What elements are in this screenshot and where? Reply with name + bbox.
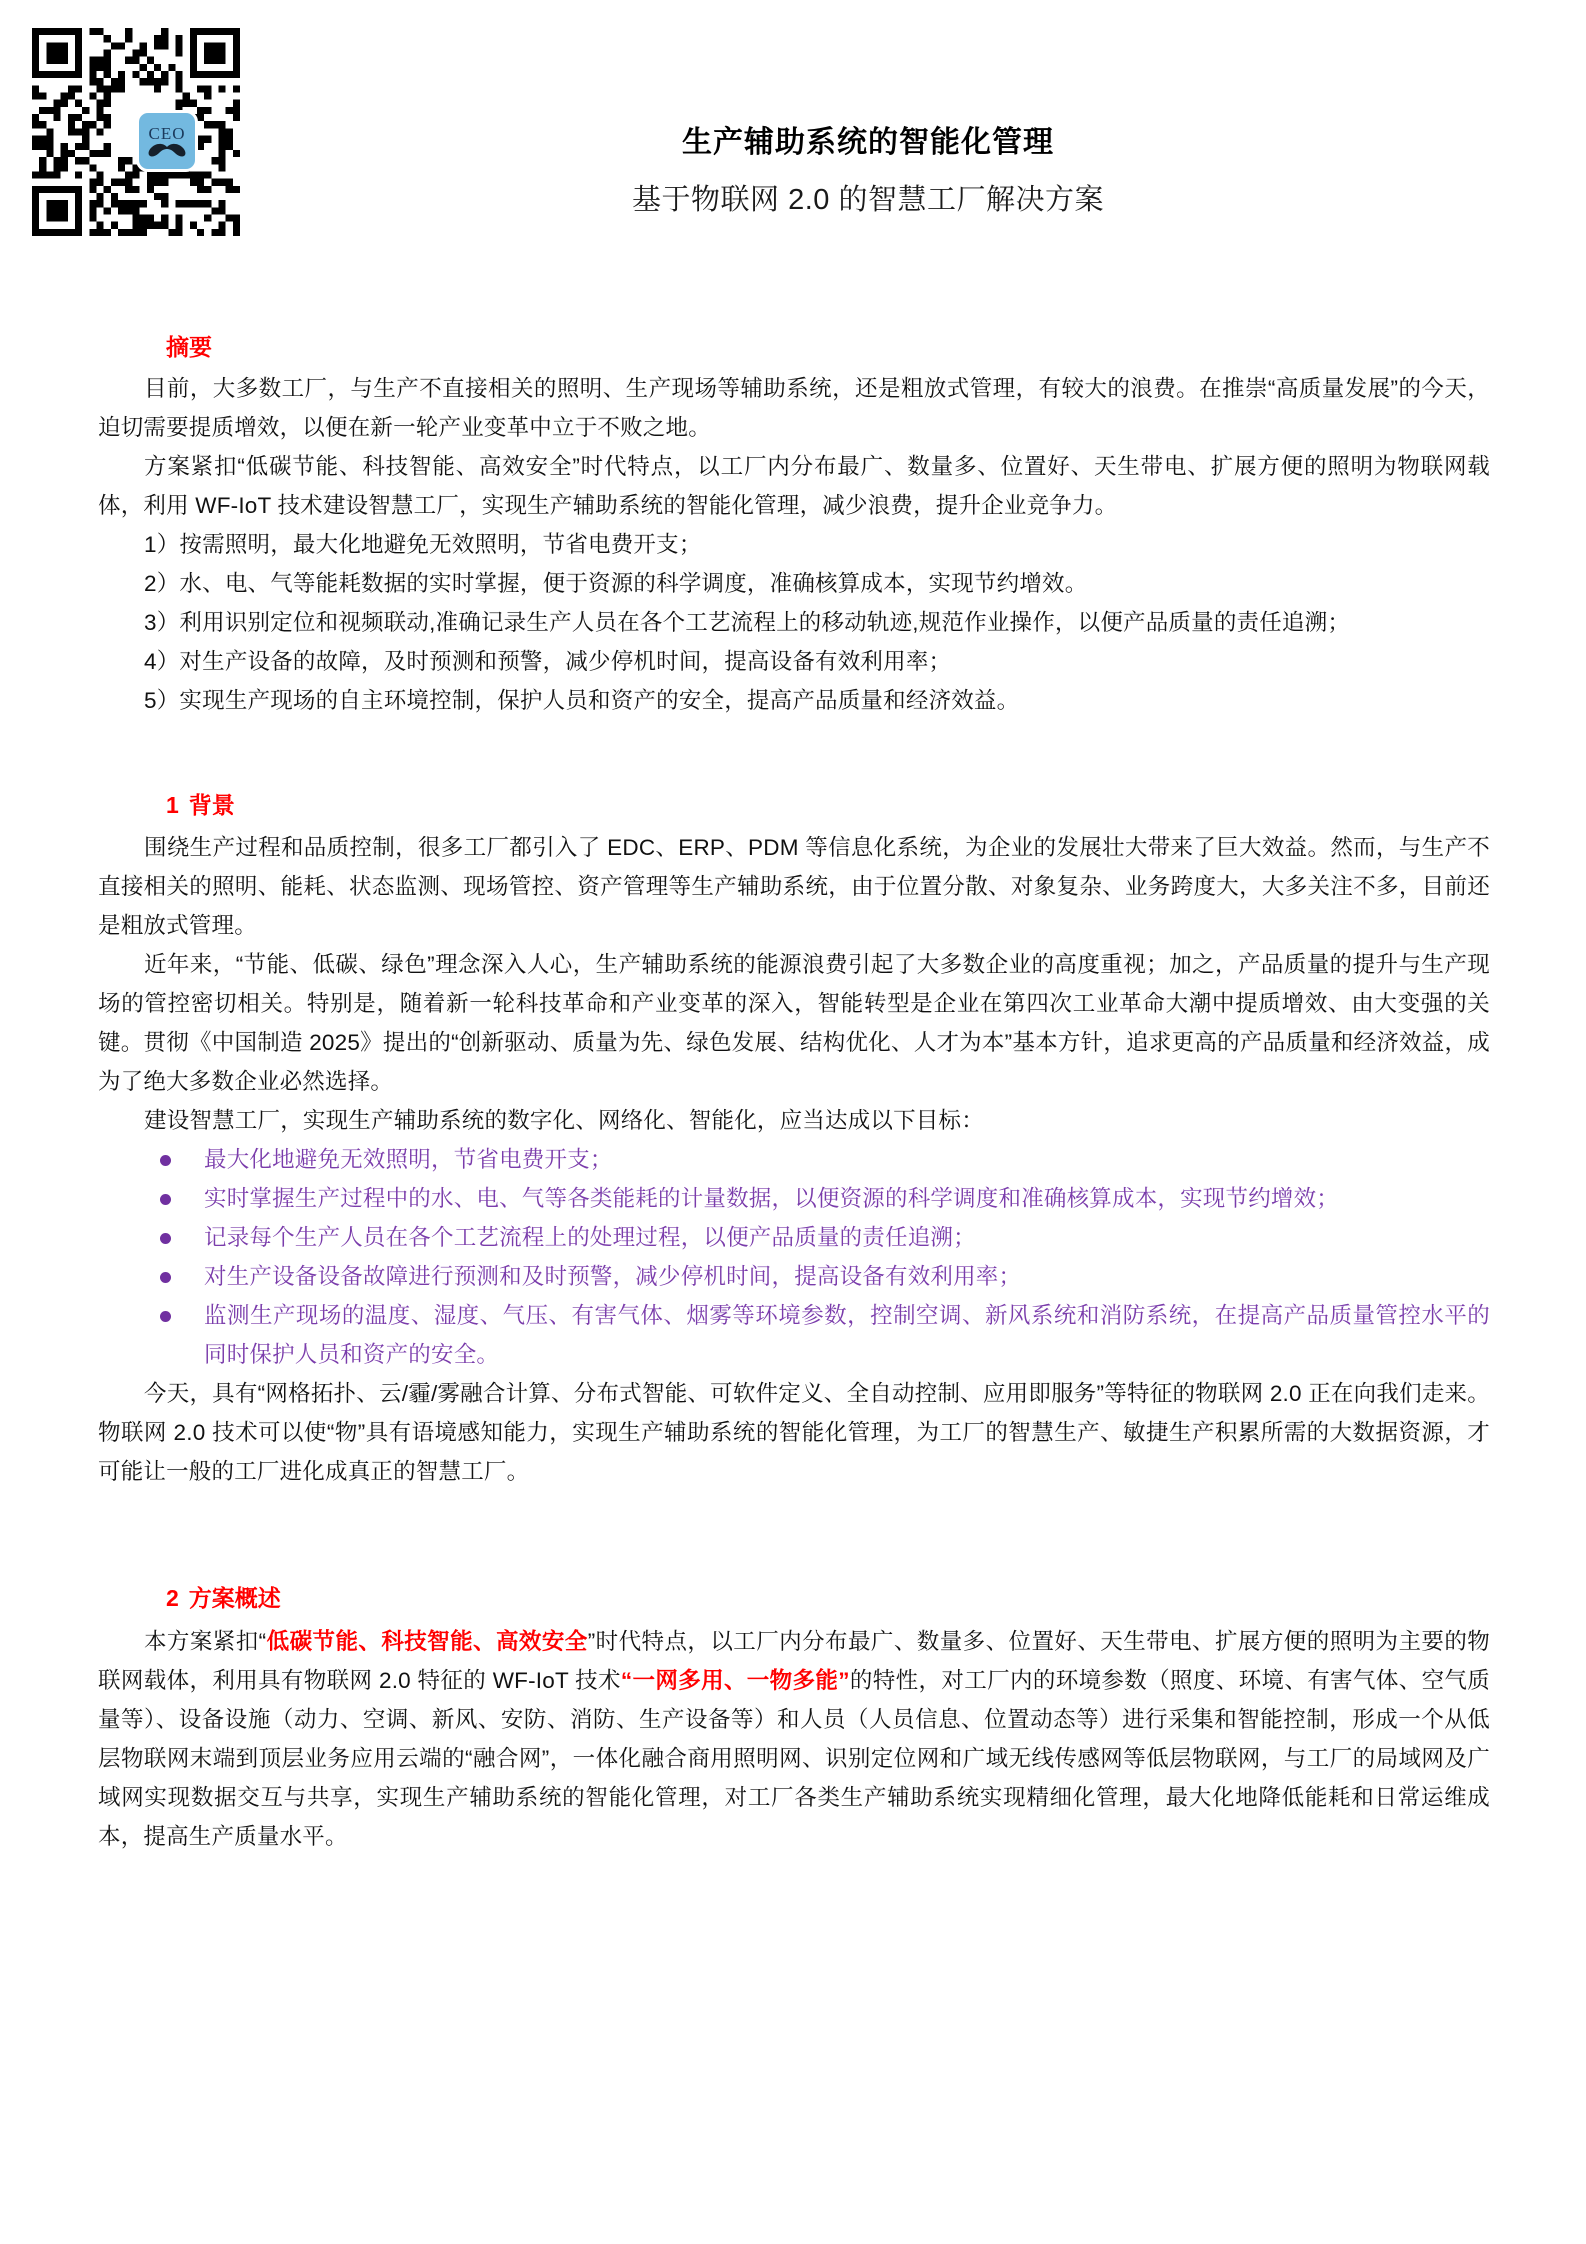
s2-text-a: 本方案紧扣“ [144,1628,267,1654]
section-1-goal-list [98,1140,1490,1374]
section-1-paragraph-3: 建设智慧工厂，实现生产辅助系统的数字化、网络化、智能化，应当达成以下目标： [144,1108,984,1133]
list-item: 实时掌握生产过程中的水、电、气等各类能耗的计量数据，以便资源的科学调度和准确核算成本，实现节约增效； [98,1179,1490,1218]
mustache-icon [147,143,187,157]
s2-highlight-2: “一网多用、一物多能” [620,1667,850,1693]
section-1-heading [98,788,1490,823]
abstract-paragraph-1: 目前，大多数工厂，与生产不直接相关的照明、生产现场等辅助系统，还是粗放式管理，有较大的浪费。在推崇“高质量发展”的今天，迫切需要提质增效，以便在新一轮产业变革中立于不败之地。 [98,375,1490,440]
section-1-closing-paragraph: 今天，具有“网格拓扑、云/霾/雾融合计算、分布式智能、可软件定义、全自动控制、应用即服务”等特征的物联网 2.0 正在向我们走来。物联网 2.0 技术可以使“物”具有语境感知能力，实现生产辅助系统的智能化管理，为工厂的智慧生产、敏捷生产积累所需的大数据资源，才可能让一般的工厂进化成真正的智慧工厂。 [98,1381,1490,1484]
section-2-title: 方案概述 [188,1585,281,1611]
list-item: 最大化地避免无效照明，节省电费开支； [98,1140,1490,1179]
document-body [98,330,1490,1856]
section-1-paragraph-1: 围绕生产过程和品质控制，很多工厂都引入了 EDC、ERP、PDM 等信息化系统，为企业的发展壮大带来了巨大效益。然而，与生产不直接相关的照明、能耗、状态监测、现场管控、资产管理等生产辅助系统，由于位置分散、对象复杂、业务跨度大，大多关注不多，目前还是粗放式管理。 [98,835,1490,938]
abstract-heading: 摘要 [166,334,212,360]
qr-center-logo [136,110,198,172]
s2-text-b: ”时代特点，以工厂内分布最广、数量多、位置好、天生带电、扩展方便的照明为主要的物联网载体，利用具有物联网 2.0 特征的 WF-IoT 技术 [98,1628,1490,1693]
list-item: 对生产设备设备故障进行预测和及时预警，减少停机时间，提高设备有效利用率； [98,1257,1490,1296]
section-2-paragraph-1 [98,1622,1490,1856]
section-2-heading [98,1581,1490,1616]
s2-highlight-1: 低碳节能、科技智能、高效安全 [266,1628,588,1654]
abstract-item-1: 1）按需照明，最大化地避免无效照明，节省电费开支； [144,531,702,557]
list-item: 监测生产现场的温度、湿度、气压、有害气体、烟雾等环境参数，控制空调、新风系统和消防系统，在提高产品质量管控水平的同时保护人员和资产的安全。 [98,1296,1490,1374]
s2-text-c: 的特性，对工厂内的环境参数（照度、环境、有害气体、空气质量等）、设备设施（动力、空调、新风、安防、消防、生产设备等）和人员（人员信息、位置动态等）进行采集和智能控制，形成一个从低层物联网末端到顶层业务应用云端的“融合网”，一体化融合商用照明网、识别定位网和广域无线传感网等低层物联网，与工厂的局域网及广域网实现数据交互与共享，实现生产辅助系统的智能化管理，对工厂各类生产辅助系统实现精细化管理，最大化地降低能耗和日常运维成本，提高生产质量水平。 [98,1667,1491,1849]
section-1-paragraph-2: 近年来，“节能、低碳、绿色”理念深入人心，生产辅助系统的能源浪费引起了大多数企业的高度重视；加之，产品质量的提升与生产现场的管控密切相关。特别是，随着新一轮科技革命和产业变革的深入，智能转型是企业在第四次工业革命大潮中提质增效、由大变强的关键。贯彻《中国制造 2025》提出的“创新驱动、质量为先、绿色发展、结构优化、人才为本”基本方针，追求更高的产品质量和经济效益，成为了绝大多数企业必然选择。 [98,952,1490,1094]
section-2-number: 2 [166,1585,179,1611]
abstract-item-4: 4）对生产设备的故障，及时预测和预警，减少停机时间，提高设备有效利用率； [144,648,952,674]
abstract-item-5: 5）实现生产现场的自主环境控制，保护人员和资产的安全，提高产品质量和经济效益。 [144,687,1020,713]
qr-code[interactable] [32,28,240,236]
qr-logo-text: CEO [148,124,186,143]
abstract-item-3: 3）利用识别定位和视频联动,准确记录生产人员在各个工艺流程上的移动轨迹,规范作业操作，以便产品质量的责任追溯； [144,609,1351,635]
title-block [250,120,1486,223]
list-item: 记录每个生产人员在各个工艺流程上的处理过程，以便产品质量的责任追溯； [98,1218,1490,1257]
spacer [98,1491,1490,1547]
abstract-paragraph-2: 方案紧扣“低碳节能、科技智能、高效安全”时代特点，以工厂内分布最广、数量多、位置好、天生带电、扩展方便的照明为物联网载体，利用 WF-IoT 技术建设智慧工厂，实现生产辅助系统的智能化管理，减少浪费，提升企业竞争力。 [98,453,1490,518]
section-1-number: 1 [166,791,179,818]
page-subtitle: 基于物联网 2.0 的智慧工厂解决方案 [632,184,1104,216]
abstract-item-2: 2）水、电、气等能耗数据的实时掌握，便于资源的科学调度，准确核算成本，实现节约增效。 [144,570,1088,596]
page-title: 生产辅助系统的智能化管理 [682,126,1054,159]
spacer [98,720,1490,754]
section-1-title: 背景 [188,791,235,818]
